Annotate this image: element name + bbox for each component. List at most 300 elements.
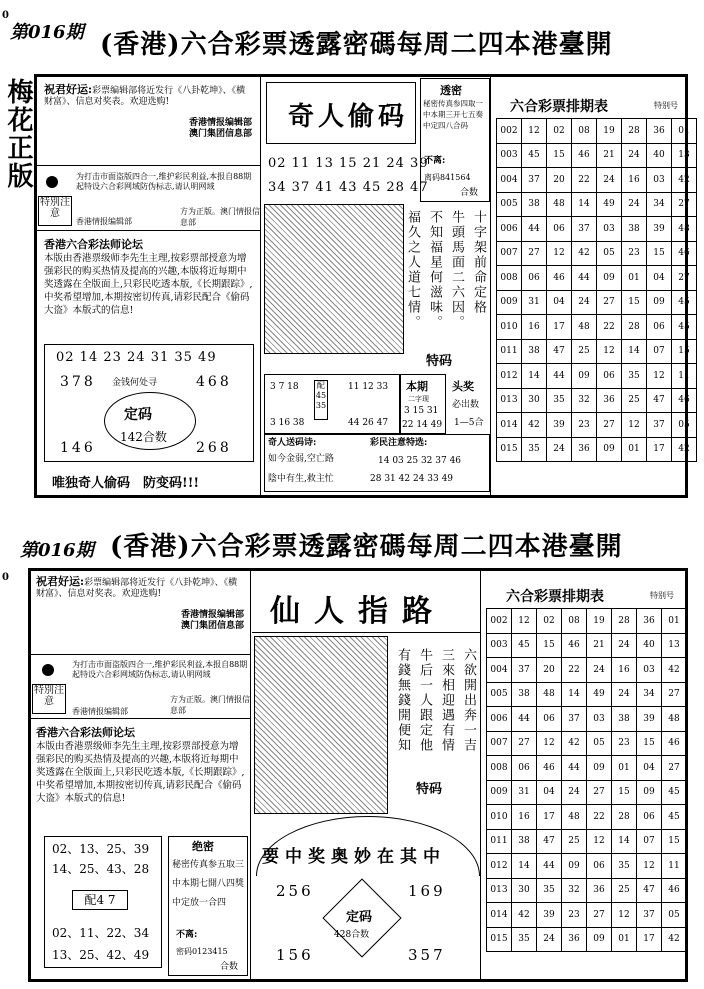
number-cell: 08 (562, 609, 587, 634)
number-cell: 12 (512, 609, 537, 634)
table-row (497, 241, 697, 266)
number-cell: 05 (587, 731, 612, 756)
number-cell: 03 (587, 707, 612, 732)
issue-number-cell: 005 (487, 682, 512, 707)
forum-text: 本版由香港票级师李先生主理,按彩票部授意为增强彩民的购买热情及提高的兴趣,本版将近每期中奖透露在全版面上,只彩民吃透本版,《长期跟踪》,中奖希望增加,本期按密切传真,请彩民配合《偷码大盗》本版式的信息! (44, 253, 253, 316)
number-cell: 01 (662, 609, 687, 634)
number-cell: 24 (597, 168, 622, 193)
number-cell: 35 (522, 437, 547, 462)
number-cell: 40 (637, 633, 662, 658)
song-label: 奇人送码诗: (268, 438, 317, 448)
number-cell: 45 (672, 290, 697, 315)
number-cell: 35 (612, 854, 637, 879)
secret-code-2: 密码0123415 (176, 947, 228, 956)
number-cell: 04 (537, 780, 562, 805)
ring-sub: 142合数 (120, 430, 167, 444)
benqi-n2: 22 14 49 (402, 420, 443, 430)
number-cell: 47 (637, 878, 662, 903)
number-cell: 01 (672, 119, 697, 144)
notice-sign2-2: 方为正版。澳门情报信息部 (170, 695, 250, 715)
bomb-icon (46, 176, 58, 188)
table-row (497, 266, 697, 291)
issue-number-cell: 009 (487, 780, 512, 805)
number-cell: 12 (612, 903, 637, 928)
number-cell: 47 (647, 388, 672, 413)
number-cell: 48 (562, 805, 587, 830)
table-row (497, 143, 697, 168)
number-cell: 04 (647, 266, 672, 291)
issue-number-cell: 011 (487, 829, 512, 854)
number-cell: 27 (597, 413, 622, 438)
number-cell: 45 (672, 315, 697, 340)
table-row (487, 609, 687, 634)
number-cell: 46 (562, 633, 587, 658)
table-row (497, 119, 697, 144)
number-cell: 06 (522, 266, 547, 291)
number-cell: 44 (512, 707, 537, 732)
divider (30, 654, 250, 655)
number-cell: 24 (547, 437, 572, 462)
number-cell: 16 (522, 315, 547, 340)
issue-number-cell: 003 (497, 143, 522, 168)
number-cell: 15 (637, 731, 662, 756)
number-cell: 14 (612, 829, 637, 854)
number-cell: 06 (547, 217, 572, 242)
secret-buli-2: 不离: (176, 930, 198, 940)
notice-sign1: 香港情报编辑部 (76, 217, 132, 226)
number-cell: 42 (662, 927, 687, 952)
number-cell: 42 (572, 241, 597, 266)
divider (30, 718, 250, 719)
issue-number-cell: 007 (487, 731, 512, 756)
number-cell: 03 (637, 658, 662, 683)
number-cell: 35 (537, 878, 562, 903)
benqi-label: 本期 (406, 380, 428, 393)
number-cell: 03 (597, 217, 622, 242)
number-cell: 05 (597, 241, 622, 266)
center-title: 奇人偷码 (288, 102, 409, 132)
issue-number-cell: 012 (497, 364, 522, 389)
issue-number-cell: 004 (497, 168, 522, 193)
illustration-image (264, 204, 404, 354)
issue-label-1: 第016期 (10, 22, 84, 43)
notice-sign1-2: 香港情报编辑部 (72, 707, 128, 716)
blessing-sign2: 澳门集团信息部 (188, 129, 252, 139)
number-cell: 27 (662, 756, 687, 781)
nums-row-1: 02、13、25、39 (52, 842, 150, 856)
side-text: 梅花正版 (3, 78, 33, 190)
issue-number-cell: 013 (497, 388, 522, 413)
issue-number-cell: 005 (497, 192, 522, 217)
number-cell: 24 (562, 780, 587, 805)
table-row (497, 339, 697, 364)
number-cell: 24 (587, 658, 612, 683)
number-cell: 25 (572, 339, 597, 364)
number-cell: 39 (647, 217, 672, 242)
table-row (487, 854, 687, 879)
diamond-center: 定码 (346, 910, 373, 925)
number-cell: 48 (547, 192, 572, 217)
number-cell: 14 (572, 192, 597, 217)
secret-heshu-1: 合数 (460, 188, 479, 198)
number-cell: 08 (572, 119, 597, 144)
secret-heshu-2: 合数 (220, 962, 239, 972)
poem-col-2: 牛頭馬面二六因。 (449, 210, 464, 330)
number-cell: 07 (637, 829, 662, 854)
secret-code-1: 离码841564 (424, 173, 471, 182)
number-cell: 46 (672, 241, 697, 266)
secret-text-1: 秘密传真参四取一中本期三开七五奏中定四八合码 (423, 99, 483, 130)
number-cell: 16 (512, 805, 537, 830)
rank-title-1: 六合彩票排期表 (510, 99, 608, 115)
number-cell: 06 (512, 756, 537, 781)
number-cell: 12 (647, 364, 672, 389)
issue-label-2: 第016期 (20, 540, 94, 561)
diamond-br: 357 (408, 946, 446, 964)
number-cell: 17 (547, 315, 572, 340)
number-cell: 37 (522, 168, 547, 193)
number-cell: 06 (637, 805, 662, 830)
number-cell: 04 (547, 290, 572, 315)
number-cell: 37 (637, 903, 662, 928)
number-cell: 36 (637, 609, 662, 634)
table-row (497, 364, 697, 389)
number-cell: 12 (587, 829, 612, 854)
number-cell: 42 (672, 168, 697, 193)
issue-number-cell: 004 (487, 658, 512, 683)
issue-number-cell: 014 (487, 903, 512, 928)
number-cell: 49 (587, 682, 612, 707)
number-cell: 22 (572, 168, 597, 193)
issue-number-cell: 002 (487, 609, 512, 634)
page-title-1: (香港)六合彩票透露密碼每周二四本港臺開 (100, 30, 613, 60)
number-cell: 38 (522, 339, 547, 364)
number-cell: 32 (562, 878, 587, 903)
number-cell: 38 (622, 217, 647, 242)
number-cell: 21 (597, 143, 622, 168)
issue-number-cell: 010 (487, 805, 512, 830)
number-cell: 19 (597, 119, 622, 144)
number-cell: 09 (562, 854, 587, 879)
number-cell: 06 (597, 364, 622, 389)
secret-heading-2: 绝密 (192, 840, 214, 853)
issue-number-cell: 013 (487, 878, 512, 903)
number-cell: 14 (562, 682, 587, 707)
number-cell: 27 (672, 192, 697, 217)
issue-number-cell: 011 (497, 339, 522, 364)
number-cell: 02 (537, 609, 562, 634)
poem-col-1: 十字架前命定格 (471, 210, 486, 315)
number-cell: 46 (662, 731, 687, 756)
caimin-l2: 28 31 42 24 33 49 (370, 474, 454, 484)
blessing-block (44, 84, 252, 140)
number-cell: 12 (547, 241, 572, 266)
table-row (497, 217, 697, 242)
number-cell: 02 (547, 119, 572, 144)
number-cell: 20 (537, 658, 562, 683)
number-cell: 15 (547, 143, 572, 168)
notice-sign2: 方为正版。澳门情报信息部 (180, 207, 260, 227)
number-cell: 14 (512, 854, 537, 879)
table-row (487, 829, 687, 854)
number-cell: 03 (647, 168, 672, 193)
number-cell: 09 (597, 266, 622, 291)
issue-number-cell: 008 (497, 266, 522, 291)
number-cell: 36 (562, 927, 587, 952)
number-cell: 38 (612, 707, 637, 732)
number-cell: 34 (637, 682, 662, 707)
rank-tag-2: 特别号 (650, 591, 674, 600)
number-cell: 15 (662, 829, 687, 854)
toujiang-l1: 必出数 (452, 400, 480, 410)
number-cell: 06 (587, 854, 612, 879)
issue-number-cell: 012 (487, 854, 512, 879)
divider (36, 230, 260, 231)
number-cell: 16 (622, 168, 647, 193)
number-cell: 44 (562, 756, 587, 781)
number-cell: 25 (622, 388, 647, 413)
secret-text-2: 秘密传真参五取三中本期七開八四獎中定放一合四 (172, 860, 245, 908)
table-row (487, 633, 687, 658)
rank-title-2: 六合彩票排期表 (506, 589, 604, 605)
number-cell: 17 (647, 437, 672, 462)
table-row (487, 658, 687, 683)
number-cell: 09 (572, 364, 597, 389)
col-divider (490, 76, 491, 496)
number-cell: 42 (522, 413, 547, 438)
diamond-sub: 428合数 (334, 930, 370, 940)
number-cell: 20 (547, 168, 572, 193)
page-title-2: (香港)六合彩票透露密碼每周二四本港臺開 (110, 532, 623, 562)
number-cell: 39 (637, 707, 662, 732)
issue-number-cell: 002 (497, 119, 522, 144)
number-cell: 46 (547, 266, 572, 291)
col-divider (480, 570, 481, 980)
number-cell: 27 (587, 780, 612, 805)
notice-badge-2: 特別注意 (32, 684, 66, 714)
ranking-table-2 (486, 608, 687, 952)
number-cell: 01 (622, 437, 647, 462)
notice-text-2: 为打击市面盗版四合一,维护彩民利益,本报自88期起特设六合彩网域防伪标志,请认明网域 (72, 660, 248, 679)
number-cell: 05 (662, 903, 687, 928)
table-row (497, 413, 697, 438)
number-cell: 36 (597, 388, 622, 413)
number-cell: 44 (537, 854, 562, 879)
table-row (487, 805, 687, 830)
number-cell: 44 (547, 364, 572, 389)
secret-buli-1: 不离: (424, 156, 446, 166)
number-cell: 12 (522, 119, 547, 144)
bracket-right-1: 11 12 33 (348, 382, 389, 392)
secret-heading-1: 透密 (440, 84, 462, 97)
number-cell: 38 (522, 192, 547, 217)
number-cell: 44 (522, 217, 547, 242)
number-cell: 37 (512, 658, 537, 683)
number-cell: 15 (622, 290, 647, 315)
number-cell: 27 (587, 903, 612, 928)
diamond-tl: 256 (276, 882, 314, 900)
center-title-2: 仙人指路 (270, 594, 446, 629)
col-divider (250, 570, 251, 980)
number-cell: 15 (672, 339, 697, 364)
number-cell: 24 (622, 143, 647, 168)
number-cell: 09 (597, 437, 622, 462)
number-cell: 22 (597, 315, 622, 340)
number-cell: 42 (672, 437, 697, 462)
table-row (487, 903, 687, 928)
number-cell: 31 (522, 290, 547, 315)
table-row (487, 878, 687, 903)
number-cell: 09 (587, 756, 612, 781)
number-cell: 27 (662, 682, 687, 707)
bracket-right-2: 44 26 47 (348, 418, 389, 428)
number-cell: 23 (612, 731, 637, 756)
number-cell: 17 (637, 927, 662, 952)
issue-number-cell: 007 (497, 241, 522, 266)
illustration-image-2 (254, 636, 388, 814)
number-cell: 45 (662, 780, 687, 805)
number-cell: 06 (647, 315, 672, 340)
number-cell: 27 (512, 731, 537, 756)
forum-heading: 香港六合彩法师论坛 (44, 238, 143, 251)
issue-number-cell: 015 (497, 437, 522, 462)
divider (36, 165, 260, 166)
table-row (497, 437, 697, 462)
number-cell: 21 (587, 633, 612, 658)
number-cell: 06 (537, 707, 562, 732)
poem-col-2-4: 有錢無錢開便知 (395, 648, 410, 753)
number-cell: 39 (547, 413, 572, 438)
number-cell: 12 (622, 413, 647, 438)
number-cell: 37 (647, 413, 672, 438)
number-cell: 35 (622, 364, 647, 389)
number-cell: 09 (647, 290, 672, 315)
number-cell: 01 (612, 756, 637, 781)
number-cell: 46 (572, 143, 597, 168)
table-row (497, 315, 697, 340)
number-cell: 38 (512, 682, 537, 707)
number-cell: 11 (672, 364, 697, 389)
table-row (497, 388, 697, 413)
toujiang-label: 头奖 (452, 380, 474, 393)
table-row (487, 707, 687, 732)
number-cell: 24 (612, 633, 637, 658)
rank-tag-1: 特别号 (654, 101, 678, 110)
number-cell: 12 (537, 731, 562, 756)
bracket-left-1: 3 7 18 (270, 382, 299, 392)
nums-row-2: 14、25、43、28 (52, 862, 150, 876)
table-row (487, 682, 687, 707)
number-cell: 13 (662, 633, 687, 658)
number-cell: 19 (587, 609, 612, 634)
col-divider (260, 76, 261, 496)
forum-text-2: 本版由香港票级师李先生主理,按彩票部授意为增强彩民的购买热情及提高的兴趣,本版将近每期中奖透露在全版面上,只彩民吃透本版,《长期跟踪》,中奖希望增加,本期按密切传真,请彩民配合《偷码大盗》本版式的信息! (36, 741, 245, 804)
special-label-2: 特码 (416, 782, 443, 797)
number-cell: 28 (612, 609, 637, 634)
arc-text: 要中奖奥妙在其中 (262, 847, 446, 867)
number-cell: 48 (537, 682, 562, 707)
bracket-left-2: 3 16 38 (270, 418, 305, 428)
issue-number-cell: 015 (487, 927, 512, 952)
number-cell: 24 (622, 192, 647, 217)
ring-arc: 金钱何处寻 (112, 378, 158, 388)
blessing-block-2: 祝君好运:彩票编辑部将近发行《八卦乾坤》、《横财富》、信息对奖表。欢迎选购! 香港情报编辑部 澳门集团信息部 (36, 575, 244, 631)
number-cell: 35 (512, 927, 537, 952)
table-row (487, 756, 687, 781)
number-cell: 22 (587, 805, 612, 830)
number-cell: 45 (512, 633, 537, 658)
number-cell: 46 (537, 756, 562, 781)
number-cell: 46 (662, 878, 687, 903)
bracket-mid: 配45 35 (314, 380, 328, 420)
number-cell: 42 (662, 658, 687, 683)
ring-center: 定码 (124, 407, 152, 423)
number-cell: 24 (612, 682, 637, 707)
caimin-l1: 14 03 25 32 37 46 (378, 456, 462, 466)
issue-number-cell: 006 (487, 707, 512, 732)
number-cell: 23 (562, 903, 587, 928)
number-cell: 40 (647, 143, 672, 168)
number-cell: 15 (537, 633, 562, 658)
number-cell: 14 (522, 364, 547, 389)
number-cell: 12 (597, 339, 622, 364)
diamond-tr: 169 (408, 882, 446, 900)
number-cell: 28 (622, 119, 647, 144)
issue-number-cell: 009 (497, 290, 522, 315)
number-cell: 37 (562, 707, 587, 732)
issue-number-cell: 014 (497, 413, 522, 438)
number-cell: 23 (622, 241, 647, 266)
number-cell: 01 (612, 927, 637, 952)
number-cell: 36 (572, 437, 597, 462)
number-cell: 47 (537, 829, 562, 854)
number-cell: 23 (572, 413, 597, 438)
number-cell: 27 (597, 290, 622, 315)
center-nums2: 34 37 41 43 45 28 47 (268, 180, 429, 195)
number-cell: 30 (512, 878, 537, 903)
number-cell: 36 (587, 878, 612, 903)
number-cell: 15 (647, 241, 672, 266)
poem-col-3: 不知福星何滋味。 (427, 210, 442, 330)
center-nums1: 02 11 13 15 21 24 39 (268, 156, 429, 171)
number-cell: 09 (637, 780, 662, 805)
table-row (497, 290, 697, 315)
ring-tl: 378 (60, 374, 96, 390)
number-cell: 47 (547, 339, 572, 364)
song-l2: 陰中有生,救主忙 (268, 474, 334, 484)
number-cell: 48 (572, 315, 597, 340)
number-cell: 37 (572, 217, 597, 242)
notice-badge: 特別注意 (38, 196, 72, 226)
poem-col-4: 福久之人道七情。 (405, 210, 420, 330)
ring-br: 268 (196, 440, 232, 456)
ring-bl: 146 (60, 440, 96, 456)
number-cell: 27 (672, 266, 697, 291)
number-cell: 45 (522, 143, 547, 168)
issue-number-cell: 003 (487, 633, 512, 658)
number-cell: 28 (622, 315, 647, 340)
number-cell: 38 (512, 829, 537, 854)
number-cell: 32 (572, 388, 597, 413)
table-row (497, 192, 697, 217)
table-row (497, 168, 697, 193)
number-cell: 48 (662, 707, 687, 732)
number-cell: 42 (562, 731, 587, 756)
benqi-n1: 3 15 31 (404, 406, 439, 416)
number-cell: 09 (587, 927, 612, 952)
number-cell: 31 (512, 780, 537, 805)
number-cell: 05 (672, 413, 697, 438)
